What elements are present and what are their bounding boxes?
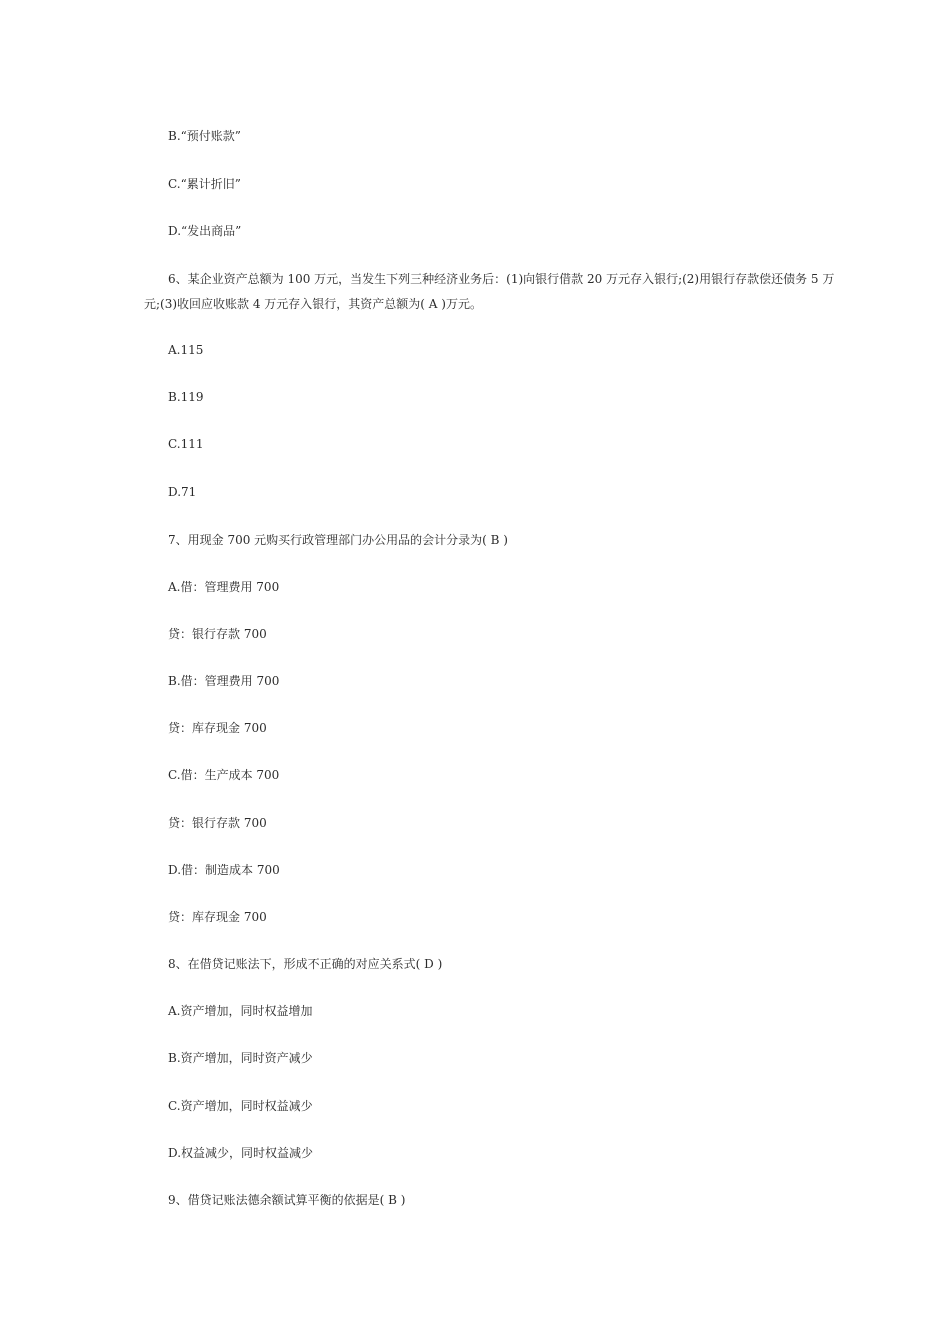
q7-option-a-debit: A.借：管理费用 700 (168, 580, 280, 594)
q7-option-b-debit: B.借：管理费用 700 (168, 674, 280, 688)
q6-option-d: D.71 (168, 485, 197, 499)
question-9: 9、借贷记账法德余额试算平衡的依据是( B ) (168, 1193, 406, 1207)
q7-option-c-debit: C.借：生产成本 700 (168, 768, 280, 782)
q6-option-a: A.115 (168, 343, 204, 357)
q7-option-c-credit: 贷：银行存款 700 (168, 816, 267, 830)
q8-option-a: A.资产增加，同时权益增加 (168, 1004, 313, 1018)
q7-option-a-credit: 贷：银行存款 700 (168, 627, 267, 641)
q7-option-b-credit: 贷：库存现金 700 (168, 721, 267, 735)
option-c-depreciation: C.“累计折旧” (168, 177, 241, 191)
q8-option-d: D.权益减少，同时权益减少 (168, 1146, 314, 1160)
question-6-line-1: 6、某企业资产总额为 100 万元，当发生下列三种经济业务后：(1)向银行借款 20 万元存入银行;(2)用银行存款偿还债务 5 万 (168, 272, 835, 286)
q8-option-c: C.资产增加，同时权益减少 (168, 1099, 313, 1113)
question-6-line-2: 元;(3)收回应收账款 4 万元存入银行，其资产总额为( A )万元。 (144, 297, 482, 311)
option-d-goods-shipped: D.“发出商品” (168, 224, 242, 238)
q7-option-d-debit: D.借：制造成本 700 (168, 863, 280, 877)
question-8: 8、在借贷记账法下，形成不正确的对应关系式( D ) (168, 957, 443, 971)
option-b-prepaid: B.“预付账款” (168, 129, 241, 143)
q7-option-d-credit: 贷：库存现金 700 (168, 910, 267, 924)
q6-option-b: B.119 (168, 390, 204, 404)
question-7: 7、用现金 700 元购买行政管理部门办公用品的会计分录为( B ) (168, 533, 508, 547)
q6-option-c: C.111 (168, 437, 204, 451)
q8-option-b: B.资产增加，同时资产减少 (168, 1051, 313, 1065)
